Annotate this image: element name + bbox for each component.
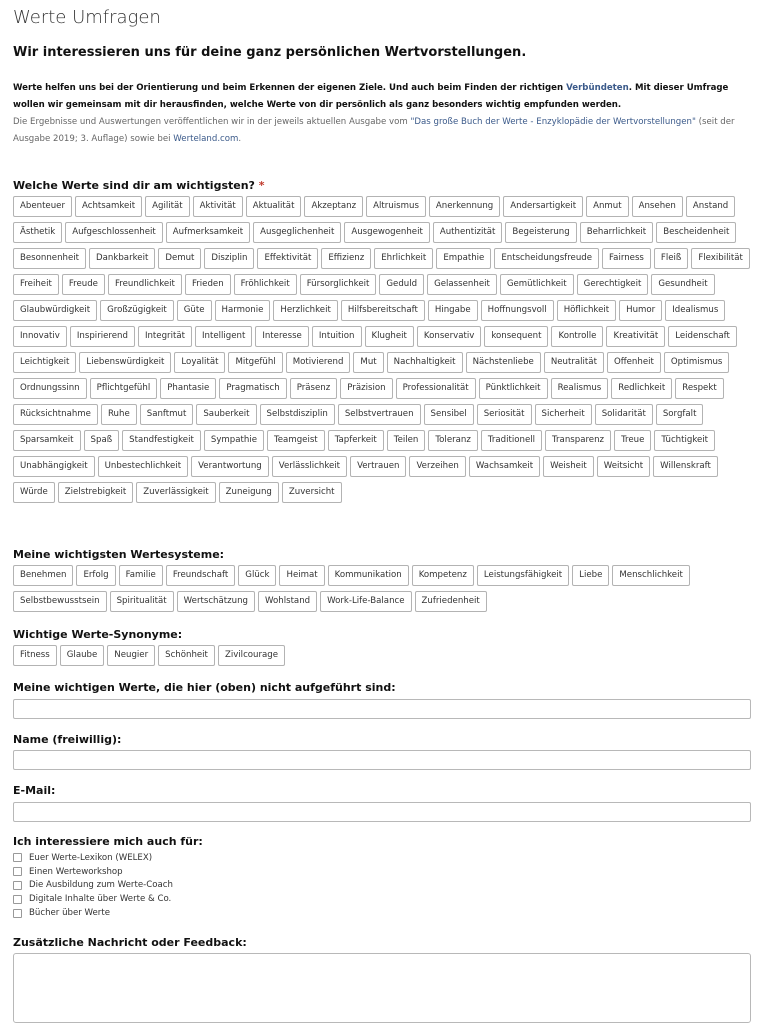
value-chip-empathie[interactable]: Empathie [436, 248, 491, 269]
buch-der-werte-link[interactable]: "Das große Buch der Werte - Enzyklopädie der Wertvorstellungen" [410, 117, 696, 127]
interest-checkbox[interactable] [13, 853, 22, 862]
value-chip-inspirierend[interactable]: Inspirierend [70, 326, 135, 347]
value-chip-freiheit[interactable]: Freiheit [13, 274, 59, 295]
value-chip-gute[interactable]: Güte [177, 300, 212, 321]
value-chip-asthetik[interactable]: Ästhetik [13, 222, 62, 243]
interest-checkbox[interactable] [13, 895, 22, 904]
value-chip-aufgeschlossenheit[interactable]: Aufgeschlossenheit [65, 222, 163, 243]
interest-option-label: Euer Werte-Lexikon (WELEX) [29, 852, 153, 863]
value-chip-zuneigung[interactable]: Zuneigung [219, 482, 279, 503]
interest-checkbox[interactable] [13, 881, 22, 890]
name-label: Name (freiwillig): [13, 733, 122, 746]
value-chip-klugheit[interactable]: Klugheit [365, 326, 414, 347]
value-chip-treue[interactable]: Treue [614, 430, 651, 451]
value-chip-humor[interactable]: Humor [619, 300, 662, 321]
value-chip-zuverlassigkeit[interactable]: Zuverlässigkeit [136, 482, 215, 503]
value-chip-respekt[interactable]: Respekt [675, 378, 723, 399]
value-chip-punktlichkeit[interactable]: Pünktlichkeit [479, 378, 548, 399]
value-chip-hingabe[interactable]: Hingabe [428, 300, 478, 321]
value-chip-wachsamkeit[interactable]: Wachsamkeit [469, 456, 540, 477]
value-chip-integritat[interactable]: Integrität [138, 326, 192, 347]
value-chip-ordnungssinn[interactable]: Ordnungssinn [13, 378, 87, 399]
verbuendeten-link[interactable]: Verbündeten [566, 83, 629, 93]
site-title: Werte Umfragen [13, 7, 161, 28]
name-input[interactable] [13, 750, 751, 770]
value-chip-willenskraft[interactable]: Willenskraft [653, 456, 718, 477]
synonym-chip-glaube[interactable]: Glaube [60, 645, 105, 666]
value-chip-leichtigkeit[interactable]: Leichtigkeit [13, 352, 76, 373]
value-chip-anstand[interactable]: Anstand [686, 196, 735, 217]
intro-paragraph-2 [13, 114, 751, 148]
value-chip-prazision[interactable]: Präzision [340, 378, 392, 399]
system-chip-benehmen[interactable]: Benehmen [13, 565, 73, 586]
value-chip-idealismus[interactable]: Idealismus [665, 300, 725, 321]
value-chip-optimismus[interactable]: Optimismus [664, 352, 730, 373]
value-chip-prasenz[interactable]: Präsenz [290, 378, 338, 399]
value-chip-selbstvertrauen[interactable]: Selbstvertrauen [338, 404, 421, 425]
value-chip-anmut[interactable]: Anmut [586, 196, 629, 217]
value-chip-effektivitat[interactable]: Effektivität [257, 248, 318, 269]
value-chip-sicherheit[interactable]: Sicherheit [535, 404, 592, 425]
value-chip-agilitat[interactable]: Agilität [145, 196, 190, 217]
value-chip-gemutlichkeit[interactable]: Gemütlichkeit [500, 274, 574, 295]
email-input[interactable] [13, 802, 751, 822]
value-chip-aktualitat[interactable]: Aktualität [246, 196, 302, 217]
values-question-label [13, 179, 265, 192]
interest-checkbox[interactable] [13, 909, 22, 918]
value-chip-nachstenliebe[interactable]: Nächstenliebe [466, 352, 541, 373]
value-chip-zielstrebigkeit[interactable]: Zielstrebigkeit [58, 482, 133, 503]
value-chip-sanftmut[interactable]: Sanftmut [140, 404, 194, 425]
value-chip-ansehen[interactable]: Ansehen [632, 196, 683, 217]
value-chip-toleranz[interactable]: Toleranz [428, 430, 477, 451]
value-chip-anerkennung[interactable]: Anerkennung [429, 196, 500, 217]
value-chip-tuchtigkeit[interactable]: Tüchtigkeit [654, 430, 715, 451]
value-chip-verzeihen[interactable]: Verzeihen [409, 456, 465, 477]
synonyms-chip-group [13, 645, 753, 666]
system-chip-freundschaft[interactable]: Freundschaft [166, 565, 235, 586]
value-chip-seriositat[interactable]: Seriosität [477, 404, 532, 425]
value-chip-aufmerksamkeit[interactable]: Aufmerksamkeit [166, 222, 250, 243]
system-chip-kommunikation[interactable]: Kommunikation [328, 565, 409, 586]
value-chip-leidenschaft[interactable]: Leidenschaft [668, 326, 737, 347]
value-chip-effizienz[interactable]: Effizienz [321, 248, 371, 269]
intro-p2-middle: (seit der Ausgabe 2019; 3. Auflage) sowie bei [13, 117, 735, 144]
system-chip-kompetenz[interactable]: Kompetenz [412, 565, 474, 586]
interest-option-label: Digitale Inhalte über Werte & Co. [29, 894, 172, 905]
value-chip-sensibel[interactable]: Sensibel [424, 404, 474, 425]
interest-option[interactable] [13, 851, 173, 865]
value-chip-abenteuer[interactable]: Abenteuer [13, 196, 72, 217]
value-chip-weisheit[interactable]: Weisheit [543, 456, 594, 477]
value-chip-mitgefuhl[interactable]: Mitgefühl [228, 352, 282, 373]
interest-option[interactable] [13, 892, 173, 906]
system-chip-leistungsfahigkeit[interactable]: Leistungsfähigkeit [477, 565, 569, 586]
value-chip-wurde[interactable]: Würde [13, 482, 55, 503]
value-chip-kreativitat[interactable]: Kreativität [606, 326, 665, 347]
value-chip-grosszugigkeit[interactable]: Großzügigkeit [100, 300, 174, 321]
value-chip-weitsicht[interactable]: Weitsicht [597, 456, 650, 477]
synonym-chip-fitness[interactable]: Fitness [13, 645, 57, 666]
value-chip-loyalitat[interactable]: Loyalität [174, 352, 225, 373]
interest-option[interactable] [13, 906, 173, 920]
value-chip-neutralitat[interactable]: Neutralität [544, 352, 604, 373]
required-mark: * [258, 179, 265, 192]
value-chip-frieden[interactable]: Frieden [185, 274, 231, 295]
value-chip-besonnenheit[interactable]: Besonnenheit [13, 248, 86, 269]
value-chip-realismus[interactable]: Realismus [551, 378, 609, 399]
value-chip-solidaritat[interactable]: Solidarität [595, 404, 653, 425]
value-chip-teilen[interactable]: Teilen [387, 430, 426, 451]
value-chip-ausgeglichenheit[interactable]: Ausgeglichenheit [253, 222, 341, 243]
value-chip-harmonie[interactable]: Harmonie [215, 300, 271, 321]
system-chip-gluck[interactable]: Glück [238, 565, 276, 586]
values-chip-group [13, 196, 753, 503]
value-chip-hoffnungsvoll[interactable]: Hoffnungsvoll [481, 300, 554, 321]
value-chip-bescheidenheit[interactable]: Bescheidenheit [656, 222, 736, 243]
systems-label: Meine wichtigsten Wertesysteme: [13, 548, 225, 561]
interest-option[interactable] [13, 865, 173, 879]
intro-paragraph-1 [13, 80, 751, 114]
value-chip-intuition[interactable]: Intuition [312, 326, 362, 347]
value-chip-tapferkeit[interactable]: Tapferkeit [328, 430, 384, 451]
synonym-chip-neugier[interactable]: Neugier [107, 645, 155, 666]
interests-label: Ich interessiere mich auch für: [13, 835, 203, 848]
synonyms-label: Wichtige Werte-Synonyme: [13, 628, 183, 641]
value-chip-herzlichkeit[interactable]: Herzlichkeit [273, 300, 337, 321]
system-chip-liebe[interactable]: Liebe [572, 565, 609, 586]
value-chip-flexibilitat[interactable]: Flexibilität [691, 248, 750, 269]
system-chip-spiritualitat[interactable]: Spiritualität [110, 591, 174, 612]
interests-checkbox-group [13, 851, 173, 920]
value-chip-freude[interactable]: Freude [62, 274, 105, 295]
page-headline: Wir interessieren uns für deine ganz persönlichen Wertvorstellungen. [13, 45, 527, 60]
intro-p2-text: Die Ergebnisse und Auswertungen veröffentlichen wir in der jeweils aktuellen Ausgabe vom [13, 117, 411, 127]
feedback-label: Zusätzliche Nachricht oder Feedback: [13, 936, 247, 949]
values-question-text: Welche Werte sind dir am wichtigsten? [13, 179, 255, 192]
value-chip-freundlichkeit[interactable]: Freundlichkeit [108, 274, 182, 295]
interest-option-label: Einen Werteworkshop [29, 866, 123, 877]
value-chip-spass[interactable]: Spaß [84, 430, 120, 451]
value-chip-liebenswurdigkeit[interactable]: Liebenswürdigkeit [79, 352, 171, 373]
value-chip-phantasie[interactable]: Phantasie [160, 378, 216, 399]
value-chip-verantwortung[interactable]: Verantwortung [191, 456, 269, 477]
system-chip-erfolg[interactable]: Erfolg [76, 565, 115, 586]
value-chip-fleiss[interactable]: Fleiß [654, 248, 688, 269]
system-chip-wertschatzung[interactable]: Wertschätzung [177, 591, 255, 612]
value-chip-kontrolle[interactable]: Kontrolle [551, 326, 603, 347]
value-chip-begeisterung[interactable]: Begeisterung [505, 222, 576, 243]
system-chip-wohlstand[interactable]: Wohlstand [258, 591, 317, 612]
werteland-link[interactable]: Werteland.com [173, 134, 239, 144]
value-chip-innovativ[interactable]: Innovativ [13, 326, 67, 347]
value-chip-aktivitat[interactable]: Aktivität [193, 196, 243, 217]
system-chip-zufriedenheit[interactable]: Zufriedenheit [415, 591, 487, 612]
system-chip-menschlichkeit[interactable]: Menschlichkeit [612, 565, 689, 586]
value-chip-pragmatisch[interactable]: Pragmatisch [219, 378, 286, 399]
intro-p1-text-end: . Mit dieser Umfrage wollen wir gemeinsam mit dir herausfinden, welche Werte von dir persönlich als ganz besonders wichtig empfunden werden. [13, 83, 729, 110]
intro-text [13, 80, 751, 148]
other-values-input[interactable] [13, 699, 751, 719]
value-chip-glaubwurdigkeit[interactable]: Glaubwürdigkeit [13, 300, 97, 321]
intro-p1-text: Werte helfen uns bei der Orientierung und beim Erkennen der eigenen Ziele. Und auch beim Finden der richtigen [13, 83, 567, 93]
value-chip-beharrlichkeit[interactable]: Beharrlichkeit [580, 222, 653, 243]
value-chip-ruhe[interactable]: Ruhe [101, 404, 137, 425]
value-chip-sparsamkeit[interactable]: Sparsamkeit [13, 430, 81, 451]
value-chip-motivierend[interactable]: Motivierend [286, 352, 351, 373]
interest-checkbox[interactable] [13, 867, 22, 876]
value-chip-gelassenheit[interactable]: Gelassenheit [427, 274, 497, 295]
value-chip-vertrauen[interactable]: Vertrauen [350, 456, 406, 477]
value-chip-unbestechlichkeit[interactable]: Unbestechlichkeit [98, 456, 188, 477]
system-chip-heimat[interactable]: Heimat [279, 565, 324, 586]
value-chip-nachhaltigkeit[interactable]: Nachhaltigkeit [387, 352, 463, 373]
value-chip-rucksichtnahme[interactable]: Rücksichtnahme [13, 404, 98, 425]
value-chip-intelligent[interactable]: Intelligent [195, 326, 252, 347]
value-chip-sauberkeit[interactable]: Sauberkeit [196, 404, 256, 425]
value-chip-altruismus[interactable]: Altruismus [366, 196, 426, 217]
value-chip-dankbarkeit[interactable]: Dankbarkeit [89, 248, 155, 269]
system-chip-selbstbewusstsein[interactable]: Selbstbewusstsein [13, 591, 107, 612]
value-chip-andersartigkeit[interactable]: Andersartigkeit [503, 196, 583, 217]
value-chip-konsequent[interactable]: konsequent [484, 326, 548, 347]
other-values-label: Meine wichtigen Werte, die hier (oben) nicht aufgeführt sind: [13, 681, 396, 694]
intro-p2-end: . [238, 134, 242, 144]
systems-chip-group [13, 565, 753, 612]
value-chip-hilfsbereitschaft[interactable]: Hilfsbereitschaft [341, 300, 425, 321]
synonym-chip-zivilcourage[interactable]: Zivilcourage [218, 645, 285, 666]
value-chip-disziplin[interactable]: Disziplin [204, 248, 254, 269]
interest-option[interactable] [13, 879, 173, 893]
value-chip-sympathie[interactable]: Sympathie [204, 430, 264, 451]
value-chip-sorgfalt[interactable]: Sorgfalt [656, 404, 704, 425]
value-chip-redlichkeit[interactable]: Redlichkeit [611, 378, 672, 399]
synonym-chip-schonheit[interactable]: Schönheit [158, 645, 215, 666]
value-chip-demut[interactable]: Demut [158, 248, 201, 269]
value-chip-zuversicht[interactable]: Zuversicht [282, 482, 342, 503]
system-chip-familie[interactable]: Familie [119, 565, 163, 586]
value-chip-gerechtigkeit[interactable]: Gerechtigkeit [577, 274, 649, 295]
value-chip-akzeptanz[interactable]: Akzeptanz [304, 196, 363, 217]
value-chip-professionalitat[interactable]: Professionalität [396, 378, 476, 399]
value-chip-offenheit[interactable]: Offenheit [607, 352, 661, 373]
value-chip-unabhangigkeit[interactable]: Unabhängigkeit [13, 456, 95, 477]
value-chip-konservativ[interactable]: Konservativ [417, 326, 481, 347]
value-chip-ehrlichkeit[interactable]: Ehrlichkeit [374, 248, 433, 269]
value-chip-mut[interactable]: Mut [353, 352, 383, 373]
value-chip-verlasslichkeit[interactable]: Verlässlichkeit [272, 456, 347, 477]
value-chip-hoflichkeit[interactable]: Höflichkeit [557, 300, 616, 321]
value-chip-fairness[interactable]: Fairness [602, 248, 651, 269]
value-chip-transparenz[interactable]: Transparenz [545, 430, 611, 451]
system-chip-work-life-balance[interactable]: Work-Life-Balance [320, 591, 411, 612]
interest-option-label: Bücher über Werte [29, 908, 110, 919]
value-chip-entscheidungsfreude[interactable]: Entscheidungsfreude [494, 248, 599, 269]
value-chip-authentizitat[interactable]: Authentizität [433, 222, 503, 243]
value-chip-frohlichkeit[interactable]: Fröhlichkeit [234, 274, 297, 295]
email-label: E-Mail: [13, 784, 56, 797]
value-chip-achtsamkeit[interactable]: Achtsamkeit [75, 196, 142, 217]
interest-option-label: Die Ausbildung zum Werte-Coach [29, 880, 173, 891]
value-chip-ausgewogenheit[interactable]: Ausgewogenheit [344, 222, 430, 243]
value-chip-interesse[interactable]: Interesse [255, 326, 309, 347]
value-chip-teamgeist[interactable]: Teamgeist [267, 430, 325, 451]
value-chip-selbstdisziplin[interactable]: Selbstdisziplin [260, 404, 335, 425]
value-chip-geduld[interactable]: Geduld [379, 274, 424, 295]
value-chip-pflichtgefuhl[interactable]: Pflichtgefühl [90, 378, 158, 399]
value-chip-traditionell[interactable]: Traditionell [481, 430, 542, 451]
value-chip-standfestigkeit[interactable]: Standfestigkeit [122, 430, 201, 451]
value-chip-gesundheit[interactable]: Gesundheit [651, 274, 714, 295]
value-chip-fursorglichkeit[interactable]: Fürsorglichkeit [300, 274, 377, 295]
feedback-textarea[interactable] [13, 953, 751, 1023]
